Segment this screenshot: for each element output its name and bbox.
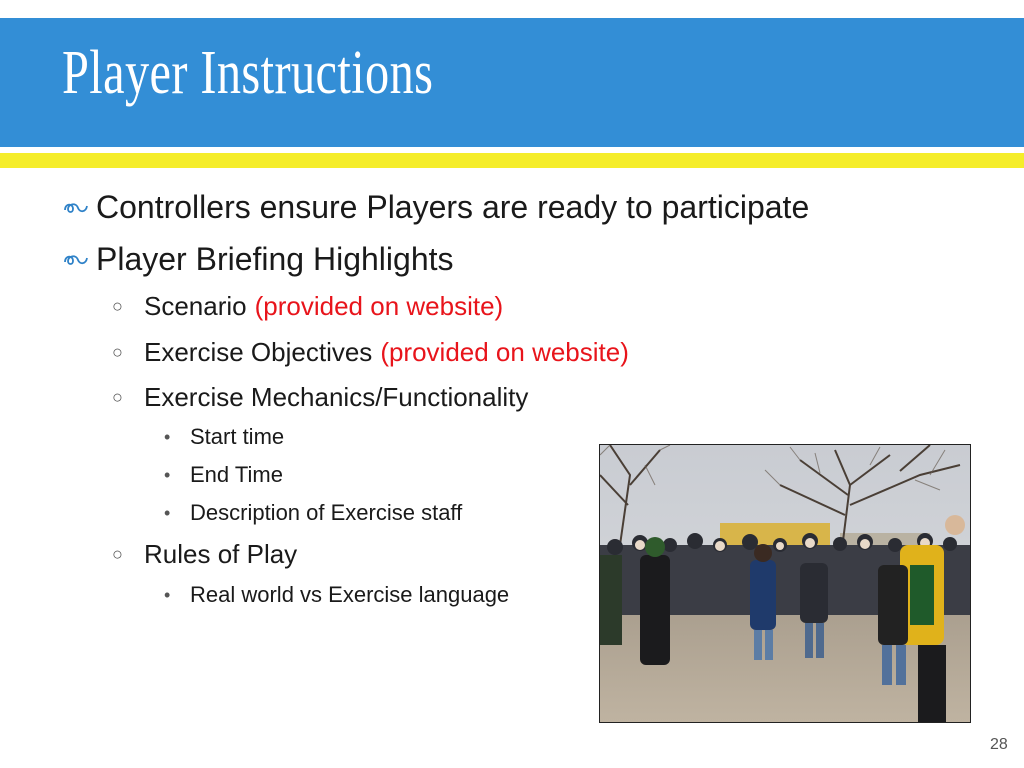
bullet-text: Exercise Mechanics/Functionality: [144, 381, 529, 412]
bullet-text: Description of Exercise staff: [190, 500, 463, 525]
circle-bullet-icon: ○: [112, 543, 123, 564]
bullet-text: Controllers ensure Players are ready to participate: [96, 188, 810, 225]
detail-language: [164, 581, 509, 609]
dot-bullet-icon: •: [164, 502, 171, 523]
website-note: (provided on website): [254, 290, 504, 321]
crowd-photo: [599, 444, 971, 723]
bullet-text: End Time: [190, 462, 283, 487]
detail-start-time: [164, 423, 284, 451]
website-note: (provided on website): [380, 336, 629, 367]
bullet-text: Start time: [190, 424, 285, 449]
bullet-text: Player Briefing Highlights: [96, 240, 454, 277]
detail-end-time: [164, 461, 283, 489]
detail-staff: [164, 499, 462, 527]
circle-bullet-icon: ○: [112, 295, 123, 316]
bullet-briefing: [62, 239, 454, 279]
bullet-text: Rules of Play: [144, 538, 298, 569]
circle-bullet-icon: ○: [112, 386, 123, 407]
sub-bullet-objectives: [112, 335, 629, 369]
circle-bullet-icon: ○: [112, 341, 123, 362]
sub-bullet-scenario: [112, 289, 503, 323]
outdoor-crowd-image: [600, 445, 970, 722]
bullet-text: Exercise Objectives: [144, 336, 373, 367]
curl-bullet-icon: [62, 199, 96, 215]
dot-bullet-icon: •: [164, 464, 171, 485]
bullet-controllers: [62, 187, 809, 227]
dot-bullet-icon: •: [164, 426, 171, 447]
bullet-text: Scenario: [144, 290, 247, 321]
sub-bullet-rules: [112, 537, 297, 571]
slide-title: Player Instructions: [62, 39, 434, 107]
curl-bullet-icon: [62, 251, 96, 267]
sub-bullet-mechanics: [112, 380, 528, 414]
bullet-text: Real world vs Exercise language: [190, 582, 510, 607]
dot-bullet-icon: •: [164, 584, 171, 605]
page-number: 28: [990, 736, 1008, 753]
